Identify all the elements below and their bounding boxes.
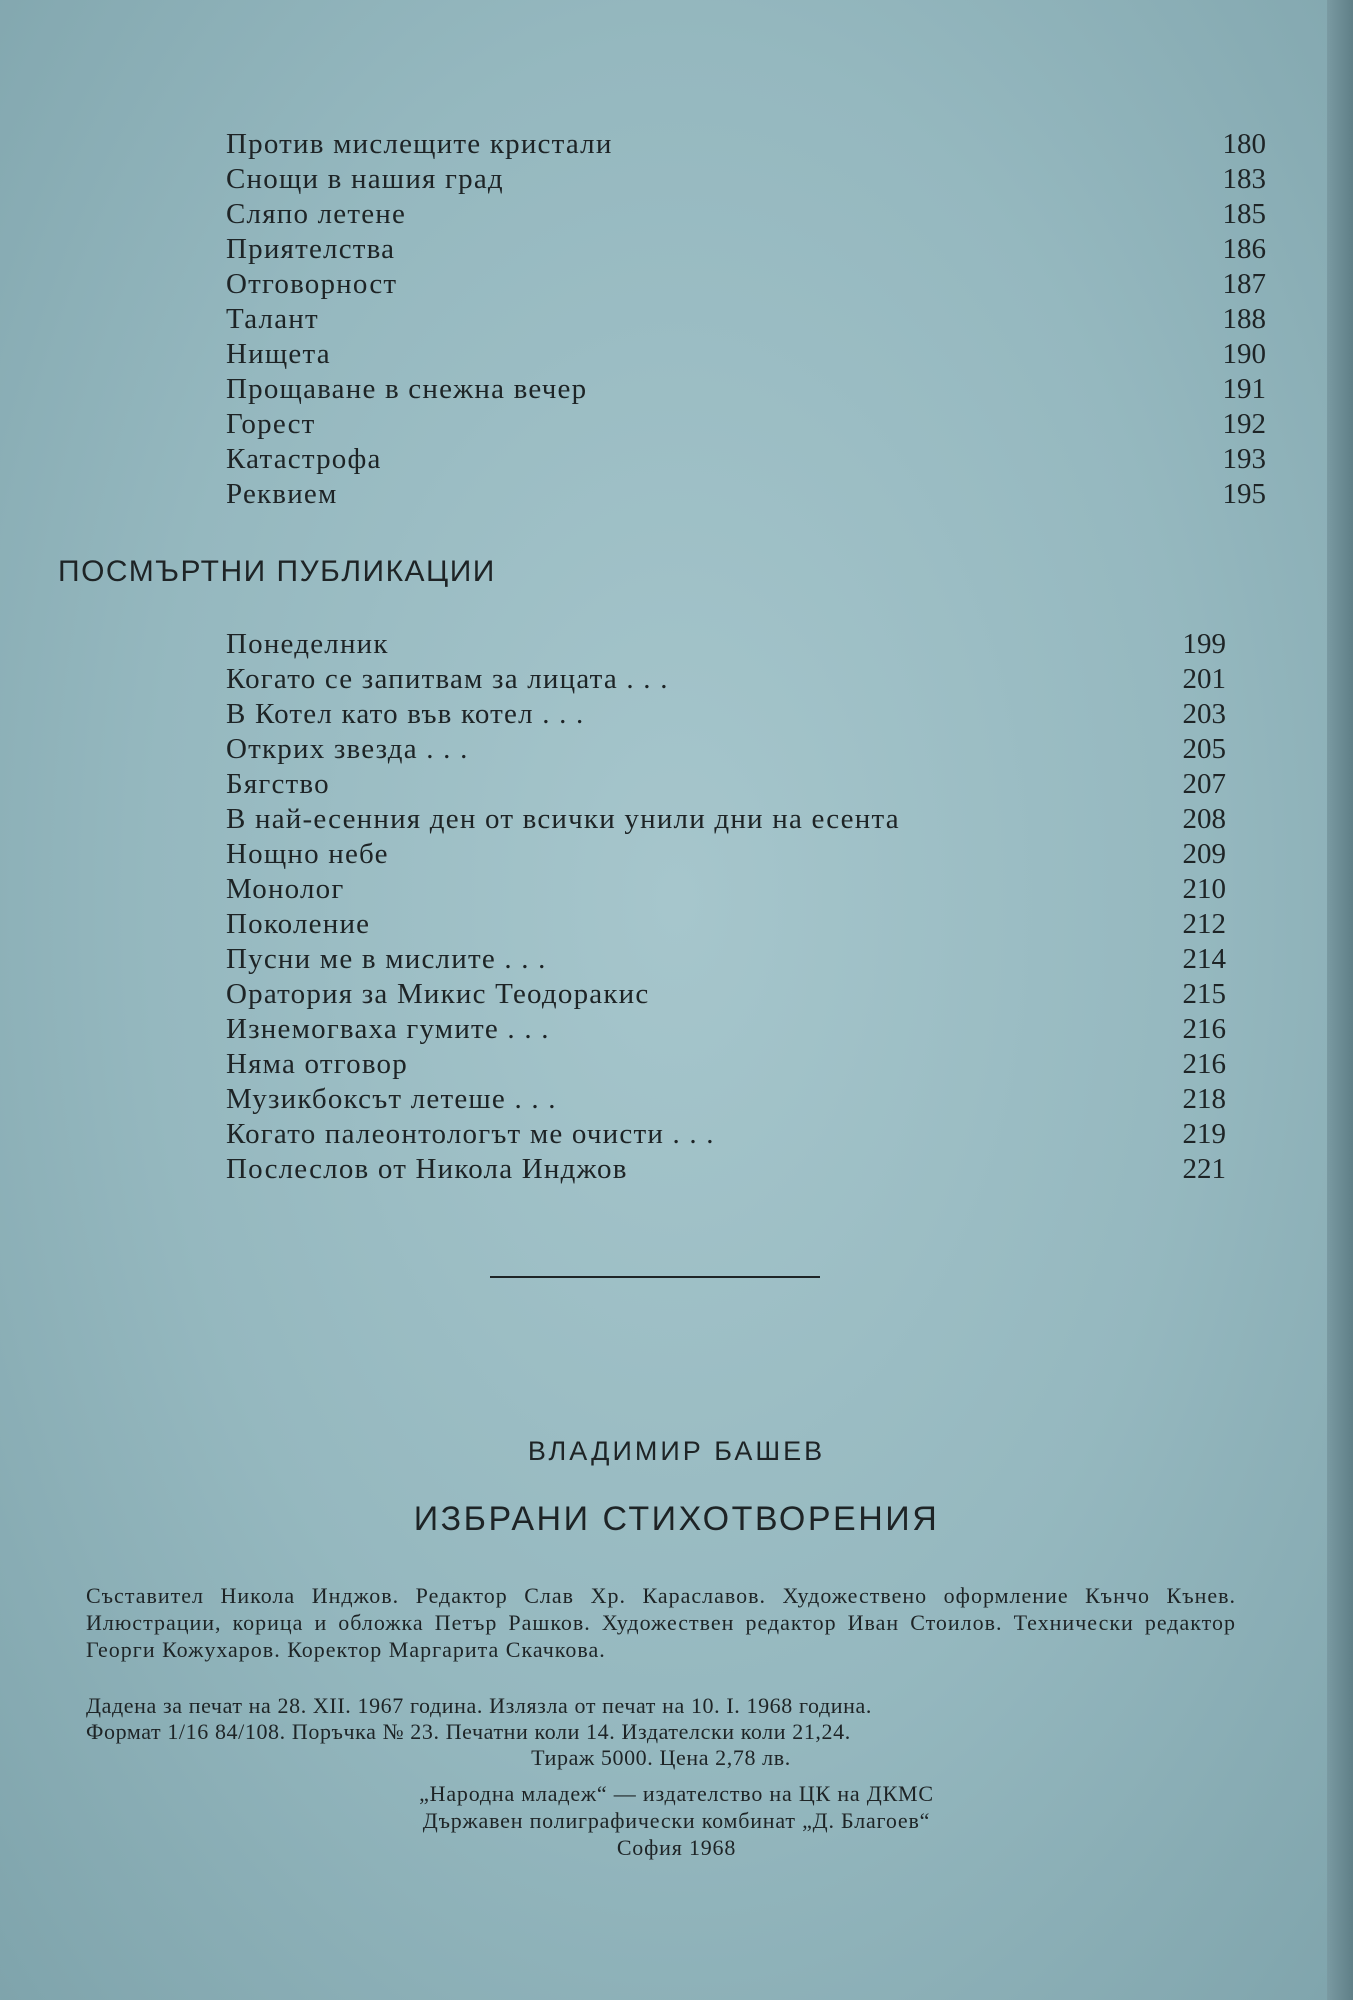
colophon-book-title: ИЗБРАНИ СТИХОТВОРЕНИЯ bbox=[413, 1500, 940, 1538]
toc-entry bbox=[226, 1048, 1226, 1083]
toc-entry-page: 212 bbox=[1182, 908, 1226, 940]
print-dates: Дадена за печат на 28. XII. 1967 година. Излязла от печат на 10. I. 1968 година. bbox=[86, 1693, 873, 1718]
toc-entry-page: 193 bbox=[1222, 443, 1266, 475]
toc-entry-title: Изнемогваха гумите . . . bbox=[226, 1013, 550, 1045]
toc-entry bbox=[226, 1013, 1226, 1048]
toc-entry-page: 218 bbox=[1182, 1083, 1226, 1115]
toc-entry-page: 216 bbox=[1182, 1048, 1226, 1080]
toc-entry-title: Нощно небе bbox=[226, 838, 389, 870]
toc-entry bbox=[226, 163, 1266, 198]
toc-entry-title: Музикбоксът летеше . . . bbox=[226, 1083, 557, 1115]
toc-entry-page: 209 bbox=[1182, 838, 1226, 870]
toc-entry-title: Реквием bbox=[226, 478, 338, 510]
toc-entry bbox=[226, 128, 1266, 163]
toc-entry-page: 214 bbox=[1182, 943, 1226, 975]
toc-entry-page: 221 bbox=[1182, 1153, 1226, 1185]
toc-entry-page: 205 bbox=[1182, 733, 1226, 765]
toc-entry-page: 188 bbox=[1222, 303, 1266, 335]
toc-entry-page: 215 bbox=[1182, 978, 1226, 1010]
toc-entry-title: Когато палеонтологът ме очисти . . . bbox=[226, 1118, 715, 1150]
toc-entry bbox=[226, 198, 1266, 233]
toc-entry-page: 180 bbox=[1222, 128, 1266, 160]
toc-entry-title: Няма отговор bbox=[226, 1048, 408, 1080]
printer-line: Държавен полиграфически комбинат „Д. Благоев“ bbox=[422, 1808, 931, 1833]
toc-entry bbox=[226, 268, 1266, 303]
toc-entry-title: Монолог bbox=[226, 873, 345, 905]
toc-entry bbox=[226, 1083, 1226, 1118]
city-year-line: София 1968 bbox=[616, 1835, 737, 1860]
toc-entry bbox=[226, 873, 1226, 908]
toc-entry-page: 195 bbox=[1222, 478, 1266, 510]
toc-entry-title: В най-есенния ден от всички унили дни на есента bbox=[226, 803, 900, 835]
toc-entry bbox=[226, 768, 1226, 803]
toc-posthumous-list bbox=[226, 628, 1226, 1188]
toc-entry-page: 216 bbox=[1182, 1013, 1226, 1045]
toc-entry-title: Оратория за Микис Теодоракис bbox=[226, 978, 650, 1010]
divider-rule bbox=[490, 1276, 820, 1278]
circulation-line: Тираж 5000. Цена 2,78 лв. bbox=[531, 1745, 791, 1770]
toc-entry-title: Горест bbox=[226, 408, 316, 440]
toc-entry-page: 201 bbox=[1182, 663, 1226, 695]
toc-entry-page: 190 bbox=[1222, 338, 1266, 370]
toc-entry bbox=[226, 663, 1226, 698]
toc-entry-title: Открих звезда . . . bbox=[226, 733, 469, 765]
toc-entry bbox=[226, 698, 1226, 733]
toc-entry-title: Когато се запитвам за лицата . . . bbox=[226, 663, 669, 695]
toc-entry bbox=[226, 1153, 1226, 1188]
toc-entry bbox=[226, 478, 1266, 513]
toc-entry-title: Сляпо летене bbox=[226, 198, 407, 230]
toc-entry bbox=[226, 628, 1226, 663]
toc-entry-page: 183 bbox=[1222, 163, 1266, 195]
toc-entry bbox=[226, 803, 1226, 838]
toc-entry bbox=[226, 908, 1226, 943]
toc-entry-title: Катастрофа bbox=[226, 443, 382, 475]
toc-entry bbox=[226, 733, 1226, 768]
toc-entry-title: Отговорност bbox=[226, 268, 398, 300]
toc-entry-page: 191 bbox=[1222, 373, 1266, 405]
colophon-credits: Съставител Никола Инджов. Редактор Слав Хр. Караславов. Художествено оформление Кънчо Кънев. Илюстрации, корица и обложка Петър Рашков. Художествен редактор Иван Стоилов. Технически редактор Георги Кожухаров. Коректор Маргарита Скачкова. bbox=[86, 1583, 1236, 1662]
toc-entry bbox=[226, 443, 1266, 478]
toc-entry bbox=[226, 943, 1226, 978]
toc-entry-title: Понеделник bbox=[226, 628, 389, 660]
toc-entry bbox=[226, 838, 1226, 873]
colophon-imprint bbox=[86, 1693, 1236, 1771]
toc-entry-title: Снощи в нашия град bbox=[226, 163, 504, 195]
toc-entry bbox=[226, 338, 1266, 373]
toc-entry bbox=[226, 373, 1266, 408]
toc-entry-title: В Котел като във котел . . . bbox=[226, 698, 585, 730]
toc-entry-page: 186 bbox=[1222, 233, 1266, 265]
toc-entry-page: 219 bbox=[1182, 1118, 1226, 1150]
toc-entry-page: 207 bbox=[1182, 768, 1226, 800]
toc-entry-page: 210 bbox=[1182, 873, 1226, 905]
toc-top-list bbox=[226, 128, 1266, 513]
toc-entry-title: Поколение bbox=[226, 908, 371, 940]
format-line: Формат 1/16 84/108. Поръчка № 23. Печатни коли 14. Издателски коли 21,24. bbox=[86, 1719, 851, 1744]
toc-entry-title: Прощаване в снежна вечер bbox=[226, 373, 588, 405]
toc-entry-title: Послеслов от Никола Инджов bbox=[226, 1153, 628, 1185]
toc-entry-title: Талант bbox=[226, 303, 319, 335]
toc-entry-page: 185 bbox=[1222, 198, 1266, 230]
toc-entry bbox=[226, 408, 1266, 443]
toc-entry-page: 208 bbox=[1182, 803, 1226, 835]
toc-entry-page: 187 bbox=[1222, 268, 1266, 300]
toc-entry bbox=[226, 1118, 1226, 1153]
publisher-line: „Народна младеж“ — издателство на ЦК на ДКМС bbox=[419, 1781, 934, 1806]
toc-entry-page: 203 bbox=[1182, 698, 1226, 730]
toc-entry-title: Пусни ме в мислите . . . bbox=[226, 943, 547, 975]
section-heading: ПОСМЪРТНИ ПУБЛИКАЦИИ bbox=[58, 555, 496, 588]
toc-entry-page: 192 bbox=[1222, 408, 1266, 440]
colophon-author: ВЛАДИМИР БАШЕВ bbox=[527, 1436, 826, 1466]
toc-entry bbox=[226, 303, 1266, 338]
toc-entry-title: Нищета bbox=[226, 338, 331, 370]
toc-entry bbox=[226, 233, 1266, 268]
toc-entry-page: 199 bbox=[1182, 628, 1226, 660]
colophon-publisher bbox=[0, 1780, 1353, 1861]
toc-entry bbox=[226, 978, 1226, 1013]
toc-entry-title: Бягство bbox=[226, 768, 330, 800]
book-spine-edge bbox=[1327, 0, 1353, 2000]
toc-entry-title: Против мислещите кристали bbox=[226, 128, 613, 160]
toc-entry-title: Приятелства bbox=[226, 233, 396, 265]
